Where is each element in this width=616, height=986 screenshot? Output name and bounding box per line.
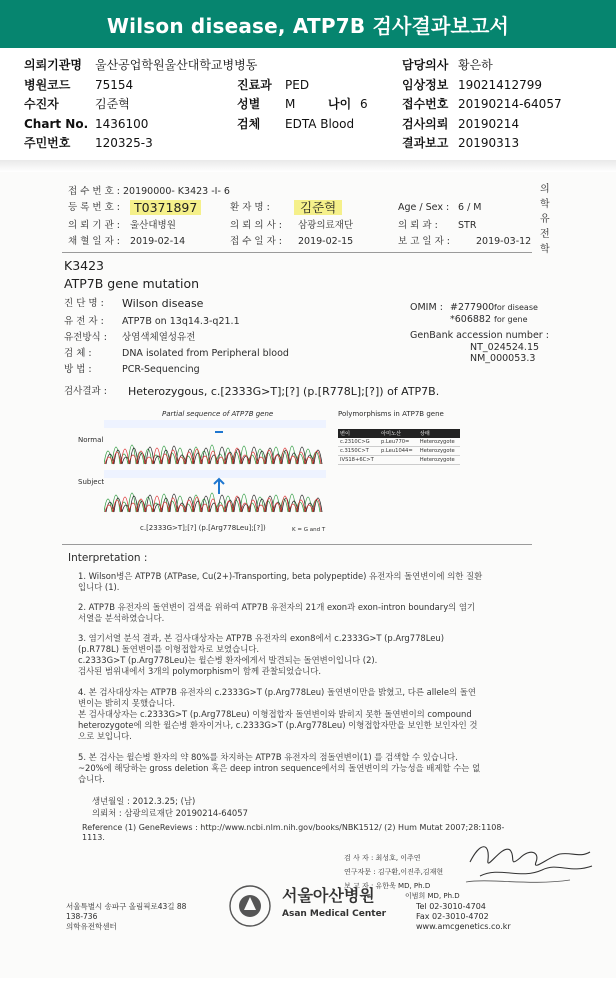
- req-date-label: 검사의뢰: [402, 117, 449, 131]
- reg-value: T0371897: [130, 200, 201, 215]
- address-line: 서울특별시 송파구 올림픽로43길 88: [66, 902, 187, 911]
- omim-label: OMIM :: [410, 302, 443, 313]
- hospital-name-kr: 서울아산병원: [282, 886, 375, 905]
- inherit-label: 유전방식 :: [64, 332, 107, 343]
- omim-2: *606882: [450, 314, 492, 325]
- req-doc-label: 의 뢰 의 사 :: [230, 220, 282, 231]
- interp-line: 3. 염기서열 분석 결과, 본 검사대상자는 ATP7B 유전자의 exon8에서 c.2333G>T (p.Arg778Leu): [78, 633, 444, 643]
- interp-line: 입니다 (1).: [78, 582, 120, 592]
- scanned-report: [0, 172, 616, 978]
- reporter: 보 고 자 : 유한욱 MD, Ph.D: [344, 882, 431, 890]
- receipt-value: 20190214-64057: [458, 97, 562, 111]
- specimen-value: EDTA Blood: [285, 117, 355, 131]
- side-char: 유: [540, 214, 550, 225]
- side-char: 전: [540, 229, 550, 240]
- examiner: 검 사 자 : 최성호, 이주연: [344, 854, 421, 862]
- website: www.amcgenetics.co.kr: [416, 922, 511, 931]
- table-header-row: [338, 429, 460, 438]
- report-date-value: 20190313: [458, 136, 520, 150]
- collect-label: 채 혈 일 자 :: [68, 236, 120, 247]
- header-divider: [0, 160, 616, 172]
- poly-title: Polymorphisms in ATP7B gene: [338, 410, 444, 418]
- hospital-label: 의뢰기관명: [24, 58, 82, 72]
- address-line: 의학유전학센터: [66, 922, 117, 931]
- physician-value: 황은하: [458, 58, 493, 72]
- req-org-line: 의뢰처 : 삼광의료재단 20190214-64057: [92, 808, 248, 818]
- interp-line: 2. ATP7B 유전자의 돌연변이 검색을 위하여 ATP7B 유전자의 21개 exon과 exon-intron boundary의 염기: [78, 602, 476, 612]
- mutation-arrow-icon: [214, 479, 224, 494]
- age-label: 나이: [328, 97, 352, 111]
- receipt-label: 접수번호: [402, 97, 449, 111]
- req-inst-value: 울산대병원: [130, 220, 176, 231]
- req-date-value: 20190214: [458, 117, 520, 131]
- table-row: [338, 447, 460, 456]
- divider: [62, 544, 532, 545]
- sequence-letters-subject: [104, 470, 326, 478]
- result-label: 검사결과 :: [64, 386, 107, 397]
- req-doc-value: 삼광의료재단: [298, 220, 354, 231]
- clinical-value: 19021412799: [458, 78, 542, 92]
- specimen-value-scan: DNA isolated from Peripheral blood: [122, 348, 289, 359]
- clinical-label: 임상정보: [402, 78, 449, 92]
- address-line: 138-736: [66, 912, 98, 921]
- report-value: 2019-03-12: [476, 236, 532, 247]
- reference-line: Reference (1) GeneReviews : http://www.ncbi.nlm.nih.gov/books/NBK1512/ (2) Hum Mutat 2007;28:1108-: [82, 823, 505, 832]
- hospital-name-en: Asan Medical Center: [282, 909, 387, 919]
- table-cell: Heterozygote: [418, 456, 460, 465]
- birth-line: 생년월일 : 2012.3.25; (남): [92, 796, 196, 806]
- signature-stroke: [466, 880, 570, 882]
- table-row: [338, 456, 460, 465]
- genbank-label: GenBank accession number :: [410, 330, 549, 341]
- interp-line: heterozygote에 의한 윌슨병 환자이거나, c.2333G>T (p.Arg778Leu) 이형접합자만을 보인한 보인자인 것: [78, 720, 478, 730]
- interp-line: 4. 본 검사대상자는 ATP7B 유전자의 c.2333G>T (p.Arg778Leu) 돌연변이만을 밝혔고, 다른 allele의 돌연: [78, 687, 476, 697]
- divider: [62, 252, 532, 253]
- age-value: 6: [360, 97, 368, 111]
- specimen-label: 검체: [237, 117, 261, 131]
- fax: Fax 02-3010-4702: [416, 912, 489, 921]
- table-cell: c.2310C>G: [338, 438, 379, 447]
- interp-line: 으로 보입니다.: [78, 731, 132, 741]
- test-code: K3423: [64, 258, 105, 273]
- figure-subject-label: Subject: [78, 478, 105, 486]
- report-label: 보 고 일 자 :: [398, 236, 450, 247]
- table-cell: IVS18+6C>T: [338, 456, 379, 465]
- researcher: 연구자문 : 김구환,이진주,김재현: [344, 868, 444, 876]
- test-name: ATP7B gene mutation: [64, 276, 200, 291]
- side-char: 학: [540, 199, 550, 210]
- receive-value: 2019-02-15: [298, 236, 354, 247]
- table-header-cell: 아미노산: [379, 429, 418, 438]
- report-date-label: 결과보고: [402, 136, 449, 150]
- omim-1: #277900: [450, 302, 495, 313]
- interp-line: 변이는 밝히지 못했습니다.: [78, 698, 175, 708]
- inherit-value: 상염색체열성유전: [122, 332, 196, 343]
- agesex-label: Age / Sex :: [398, 202, 450, 213]
- interp-label: Interpretation :: [68, 552, 148, 564]
- chart-label: Chart No.: [24, 117, 89, 131]
- side-char: 학: [540, 244, 550, 255]
- table-row: [338, 438, 460, 447]
- genbank-1: NT_024524.15: [470, 342, 540, 353]
- dept-label: 진료과: [237, 78, 272, 92]
- collect-value: 2019-02-14: [130, 236, 186, 247]
- signature-image: [450, 832, 600, 892]
- signature-stroke: [480, 866, 592, 876]
- side-dept-text: [540, 182, 552, 257]
- method-label: 방 법 :: [64, 364, 92, 375]
- receipt-line: 접 수 번 호 : 20190000- K3423 -I- 6: [68, 186, 230, 197]
- dept-value: PED: [285, 78, 310, 92]
- interp-line: 본 검사대상자는 c.2333G>T (p.Arg778Leu) 이형접합자 돌연변이와 밝히지 못한 돌연변이의 compound: [78, 709, 472, 719]
- reg-label: 등 록 번 호 :: [68, 202, 120, 213]
- agesex-value: 6 / M: [458, 202, 482, 213]
- tel: Tel 02-3010-4704: [416, 902, 486, 911]
- req-dept-label: 의 뢰 과 :: [398, 220, 438, 231]
- table-header-cell: 상태: [418, 429, 460, 438]
- interp-line: 1. Wilson병은 ATP7B (ATPase, Cu(2+)-Transporting, beta polypeptide) 유전자의 돌연변이에 의한 질환: [78, 571, 483, 581]
- table-cell: p.Leu770=: [379, 438, 418, 447]
- table-cell: Heterozygote: [418, 438, 460, 447]
- table-header-cell: 변이: [338, 429, 379, 438]
- receive-label: 접 수 일 자 :: [230, 236, 282, 247]
- specimen-label-scan: 검 체 :: [64, 348, 92, 359]
- diag-value: Wilson disease: [122, 297, 204, 310]
- interp-line: (p.R778L) 돌연변이를 이형접합자로 보였습니다.: [78, 644, 260, 654]
- asan-logo-icon: [228, 884, 272, 928]
- table-cell: Heterozygote: [418, 447, 460, 456]
- interp-line: ~20%에 해당하는 gross deletion 혹은 deep intron sequence에서의 돌연변이의 가능성을 배제할 수는 없: [78, 763, 481, 773]
- genbank-2: NM_000053.3: [470, 353, 536, 364]
- patient-label: 수진자: [24, 97, 59, 111]
- signature-stroke: [470, 847, 590, 866]
- diag-label: 진 단 명 :: [64, 298, 104, 309]
- gene-label: 유 전 자 :: [64, 316, 104, 327]
- table-cell: c.3150C>T: [338, 447, 379, 456]
- gene-value: ATP7B on 13q14.3-q21.1: [122, 316, 240, 327]
- req-dept-value: STR: [458, 220, 477, 231]
- figure-caption: c.[2333G>T];[?] (p.[Arg778Leu];[?]): [140, 524, 266, 532]
- interp-line: 검사된 범위내에서 3개의 polymorphism이 함께 관찰되었습니다.: [78, 666, 322, 676]
- req-inst-label: 의 뢰 기 관 :: [68, 220, 120, 231]
- resident-label: 주민번호: [24, 136, 71, 150]
- table-cell: p.Leu1044=: [379, 447, 418, 456]
- interp-line: 습니다.: [78, 774, 105, 784]
- code-label: 병원코드: [24, 78, 71, 92]
- side-char: 의: [540, 184, 550, 195]
- patient-value-scan: 김준혁: [294, 200, 342, 215]
- interp-line: 서열을 분석하였습니다.: [78, 613, 165, 623]
- omim-1-note: for disease: [494, 303, 538, 312]
- patient-label-scan: 환 자 명 :: [230, 202, 270, 213]
- chromatogram: [104, 420, 326, 516]
- sequence-letters-normal: [104, 420, 326, 428]
- sex-value: M: [285, 97, 296, 111]
- hospital-value: 울산공업학원울산대학교병병동: [95, 58, 258, 72]
- code-value: 75154: [95, 78, 134, 92]
- figure-title: Partial sequence of ATP7B gene: [162, 410, 274, 418]
- resident-value: 120325-3: [95, 136, 153, 150]
- chart-value: 1436100: [95, 117, 149, 131]
- physician-label: 담당의사: [402, 58, 449, 72]
- result-value: Heterozygous, c.[2333G>T];[?] (p.[R778L];[?]) of ATP7B.: [128, 385, 440, 398]
- figure-key: K = G and T: [292, 527, 326, 533]
- figure-normal-label: Normal: [78, 436, 104, 444]
- interp-line: 5. 본 검사는 윌슨병 환자의 약 80%를 차지하는 ATP7B 유전자의 점돌연변이(1) 를 검색할 수 있습니다.: [78, 752, 458, 762]
- report-title: Wilson disease, ATP7B 검사결과보고서: [0, 0, 616, 48]
- reference-line: 1113.: [82, 833, 105, 842]
- table-cell: [379, 456, 418, 465]
- omim-2-note: for gene: [494, 315, 528, 324]
- polymorphism-table: [338, 429, 460, 465]
- method-value: PCR-Sequencing: [122, 364, 200, 375]
- interp-line: c.2333G>T (p.Arg778Leu)는 윌슨병 환자에게서 발견되는 돌연변이입니다 (2).: [78, 655, 378, 665]
- sex-label: 성별: [237, 97, 261, 111]
- patient-value: 김준혁: [95, 97, 130, 111]
- reporter-2: 이범희 MD, Ph.D: [405, 892, 460, 900]
